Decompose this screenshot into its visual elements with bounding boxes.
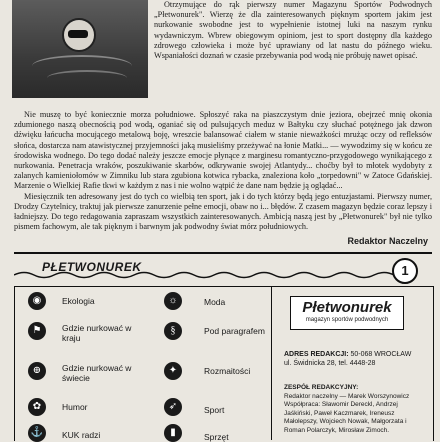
address-line-1: 50-068 WROCŁAW	[350, 351, 412, 358]
flag-icon: ⚑	[28, 322, 46, 340]
toc-item-sport[interactable]: Sport	[204, 405, 225, 415]
team-block	[284, 384, 426, 435]
anchor-icon: ⚓	[28, 424, 46, 442]
team-label: ZESPÓŁ REDAKCYJNY:	[284, 384, 359, 391]
brand-subtitle: magazyn sportów podwodnych	[305, 317, 389, 323]
shell-icon: ✦	[164, 362, 182, 380]
diver-icon: ☼	[164, 292, 182, 310]
divider	[14, 252, 432, 254]
contents-divider	[271, 286, 272, 440]
tank-icon: ▮	[164, 424, 182, 442]
masthead	[14, 260, 432, 280]
brand-name: Płetwonurek	[302, 299, 392, 316]
paragraph-1: Otrzymujące do rąk pierwszy numer Magazynu Sportów Podwodnych „Płetwonurek". Wierzę że dla zainteresowanych pięknym sportem jakim jest nurkowanie swobodne jest to wypełnienie istotnej luki na naszym rynku wydawniczym. Wbrew obiegowym opiniom, jest to sport dostępny dla każdego zdrowego człowieka i może być uprawiany od lat nastu do późnego wieku. Wspaniałości doznań w czasie przebywania pod wodą nie próbuję nawet opisać.	[154, 0, 432, 61]
team-line-3: Wojciech Nowak, Małgorzata i Roman Polarczyk, Mirosław Zimoch.	[284, 418, 407, 434]
duck-icon: ✿	[28, 398, 46, 416]
diver-photo	[12, 0, 148, 98]
toc-item-swiat[interactable]: Gdzie nurkować w świecie	[62, 363, 132, 383]
water-ripple	[47, 70, 127, 86]
globe-icon: ◉	[28, 292, 46, 310]
toc-item-ekologia[interactable]: Ekologia	[62, 296, 95, 306]
editor-signature: Redaktor Naczelny	[347, 236, 428, 246]
paragraph-3: Miesięcznik ten adresowany jest do tych co wielbią ten sport, jak i do tych którzy będą jego entuzjastami. Pierwszy numer, Drodzy Czytelnicy, traktuj jak pierwsze zanurzenie pełne emocji, obaw no i... błędów. Z czasem magazyn będzie coraz lepszy i ładniejszy. Do tego redagowania zapraszam wszystkich zainteresowanych. Ambicją naszą jest by „Płetwonurek" był nie tylko pismem fachowym, ale tak pięknym i barwnym jak podwodny świat mórz południowych.	[14, 191, 432, 232]
page-number: 1	[392, 258, 418, 284]
brand-logo	[290, 296, 404, 330]
masthead-logo: PŁETWONUREK	[42, 260, 142, 274]
toc-item-sprzet[interactable]: Sprzęt	[204, 432, 229, 442]
paragraph-icon: §	[164, 322, 182, 340]
world-icon: ⊕	[28, 362, 46, 380]
toc-item-kraj[interactable]: Gdzie nurkować w kraju	[62, 323, 132, 343]
body-text	[14, 110, 432, 232]
toc-item-paragraf[interactable]: Pod paragrafem	[204, 326, 265, 336]
toc-item-rozmaitosci[interactable]: Rozmaitości	[204, 366, 251, 376]
diving-mask	[68, 30, 88, 38]
toc-item-moda[interactable]: Moda	[204, 297, 226, 307]
wave-line	[14, 270, 414, 280]
team-line-1: Redaktor naczelny — Marek Worszynowicz	[284, 392, 410, 400]
team-line-2: Współpraca: Sławomir Dereckl, Andrzej Jaśkiński, Paweł Kaczmarek, Ireneusz Małolepszy,	[284, 401, 398, 425]
address-block	[284, 350, 424, 368]
toc-item-kuk[interactable]: KUK radzi	[62, 430, 101, 440]
address-line-2: ul. Świdnicka 28, tel. 4448-28	[284, 360, 376, 367]
fin-icon: ➶	[164, 398, 182, 416]
intro-text	[154, 0, 432, 61]
address-label: ADRES REDAKCJI:	[284, 351, 349, 358]
toc-item-humor[interactable]: Humor	[62, 402, 88, 412]
paragraph-2: Nie muszę to być koniecznie morza południowe. Spłoszyć raka na piaszczystym dnie jeziora, obejrzeć mnię okonia zdumionego naszą obecnością pod wodą, oganiać się od pulsujących meduz w Bałtyku czy słuchać potężnego jak dzwon dźwięku łańcucha mocującego metalową boję, wreszcie balansować ciałem w stanie nieważkości mrużąc oczy od refleksów słońca, dostarcza nam atawistycznej przyjemności jaką musieliśmy przeżywać na łonie Matki... — wywodzimy się w końcu ze środowiska wodnego. Do tego dodać należy jeszcze emocje płynące z marginesu romantyczno-przygodowego wynikającego z nurkowania. Penetracja wraków, poszukiwanie skarbów, odkrywanie swojej Atlantydy... choćby był to młotek wydobyty z zalanych kamieniołomów w Zimniku lub stara zgubiona kotwica rybacka, znaleziona koło „torpedowni" w Zatoce Gdańskiej. Marzenie o Wielkiej Rafie tkwi w każdym z nas i nie wolno wątpić że dane nam będzie ją oglądać...	[14, 110, 432, 191]
